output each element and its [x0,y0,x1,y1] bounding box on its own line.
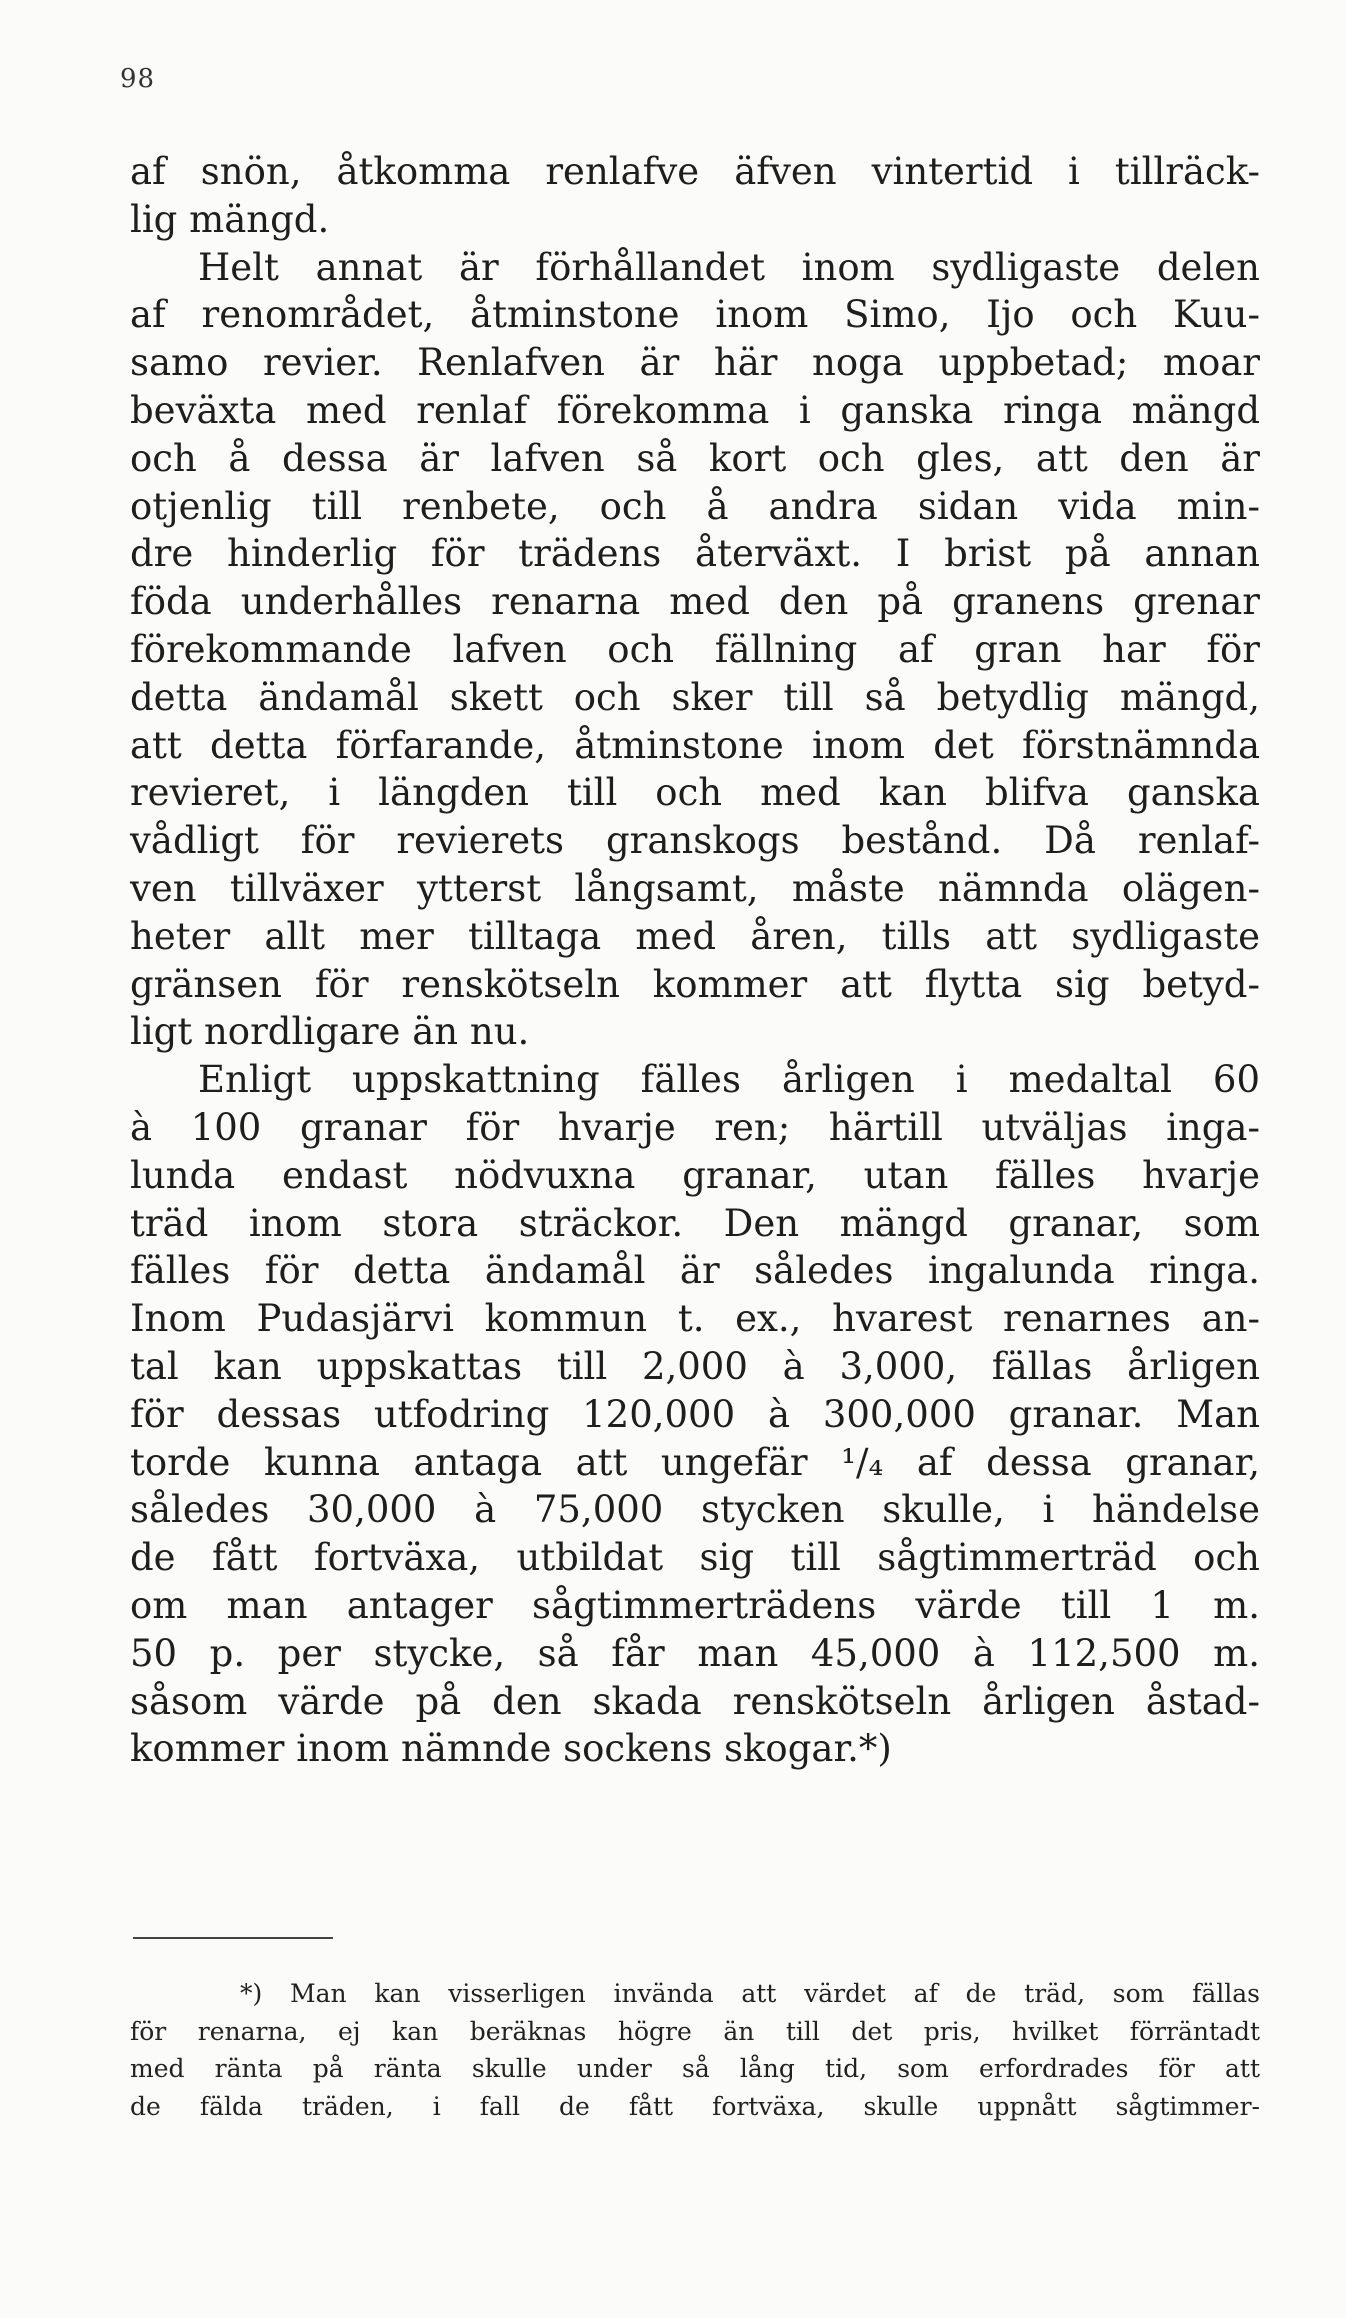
body-text [130,148,1260,1773]
footnote-line: för renarna, ej kan beräknas högre än till det pris, hvilket förräntadt [130,2016,1260,2046]
text-line: förekommande lafven och fällning af gran har för [130,627,1260,671]
footnote-line: med ränta på ränta skulle under så lång tid, som erfordrades för att [130,2054,1260,2083]
text-line: lig mängd. [130,197,330,241]
text-line: beväxta med renlaf förekomma i ganska ringa mängd [130,388,1260,432]
text-line: föda underhålles renarna med den på granens grenar [130,580,1260,624]
text-line: revieret, i längden till och med kan blifva ganska [130,771,1260,815]
text-line: ligt nordligare än nu. [130,1010,530,1054]
text-line: de fått fortväxa, utbildat sig till sågtimmerträd och [130,1536,1260,1580]
text-line: af renområdet, åtminstone inom Simo, Ijo och Kuu- [130,293,1260,337]
text-line: af snön, åtkomma renlafve äfven vintertid i tillräck- [130,150,1260,193]
footnotes [130,1975,1260,2125]
text-line: fälles för detta ändamål är således ingalunda ringa. [130,1249,1260,1293]
text-line: otjenlig till renbete, och å andra sidan vida min- [130,484,1260,528]
text-line: ven tillväxer ytterst långsamt, måste nämnda olägen- [130,866,1260,910]
page-number: 98 [120,64,156,94]
text-line: lunda endast nödvuxna granar, utan fälles hvarje [130,1153,1260,1197]
text-line: träd inom stora sträckor. Den mängd granar, som [130,1201,1260,1245]
text-line: vådligt för revierets granskogs bestånd. Då renlaf- [130,819,1260,863]
text-line: Inom Pudasjärvi kommun t. ex., hvarest renarnes an- [130,1297,1260,1341]
text-line: för dessas utfodring 120,000 à 300,000 granar. Man [130,1392,1260,1436]
text-line: gränsen för renskötseln kommer att flytta sig betyd- [130,962,1260,1006]
text-line: Enligt uppskattning fälles årligen i medaltal 60 [198,1058,1260,1102]
text-line: tal kan uppskattas till 2,000 à 3,000, fällas årligen [130,1344,1260,1388]
footnote-divider [133,1937,333,1939]
text-line: och å dessa är lafven så kort och gles, att den är [130,436,1260,480]
text-line: att detta förfarande, åtminstone inom det förstnämnda [130,723,1260,767]
text-line: om man antager sågtimmerträdens värde till 1 m. [130,1583,1260,1627]
footnote-line: *) Man kan visserligen invända att värdet af de träd, som fällas [240,1979,1260,2008]
footnote-line: de fälda träden, i fall de fått fortväxa, skulle uppnått sågtimmer- [130,2091,1260,2121]
text-line: kommer inom nämnde sockens skogar.*) [130,1727,892,1771]
text-line: à 100 granar för hvarje ren; härtill utväljas inga- [130,1105,1260,1149]
text-line: torde kunna antaga att ungefär ¹/₄ af dessa granar, [130,1440,1260,1484]
text-line: såsom värde på den skada renskötseln årligen åstad- [130,1679,1260,1723]
text-line: således 30,000 à 75,000 stycken skulle, i händelse [130,1488,1260,1532]
text-line: dre hinderlig för trädens återväxt. I brist på annan [130,532,1260,576]
text-line: Helt annat är förhållandet inom sydligaste delen [198,245,1260,289]
text-line: heter allt mer tilltaga med åren, tills att sydligaste [130,914,1260,958]
text-line: 50 p. per stycke, så får man 45,000 à 112,500 m. [130,1631,1260,1675]
text-line: detta ändamål skett och sker till så betydlig mängd, [130,675,1260,719]
text-line: samo revier. Renlafven är här noga uppbetad; moar [130,341,1260,385]
